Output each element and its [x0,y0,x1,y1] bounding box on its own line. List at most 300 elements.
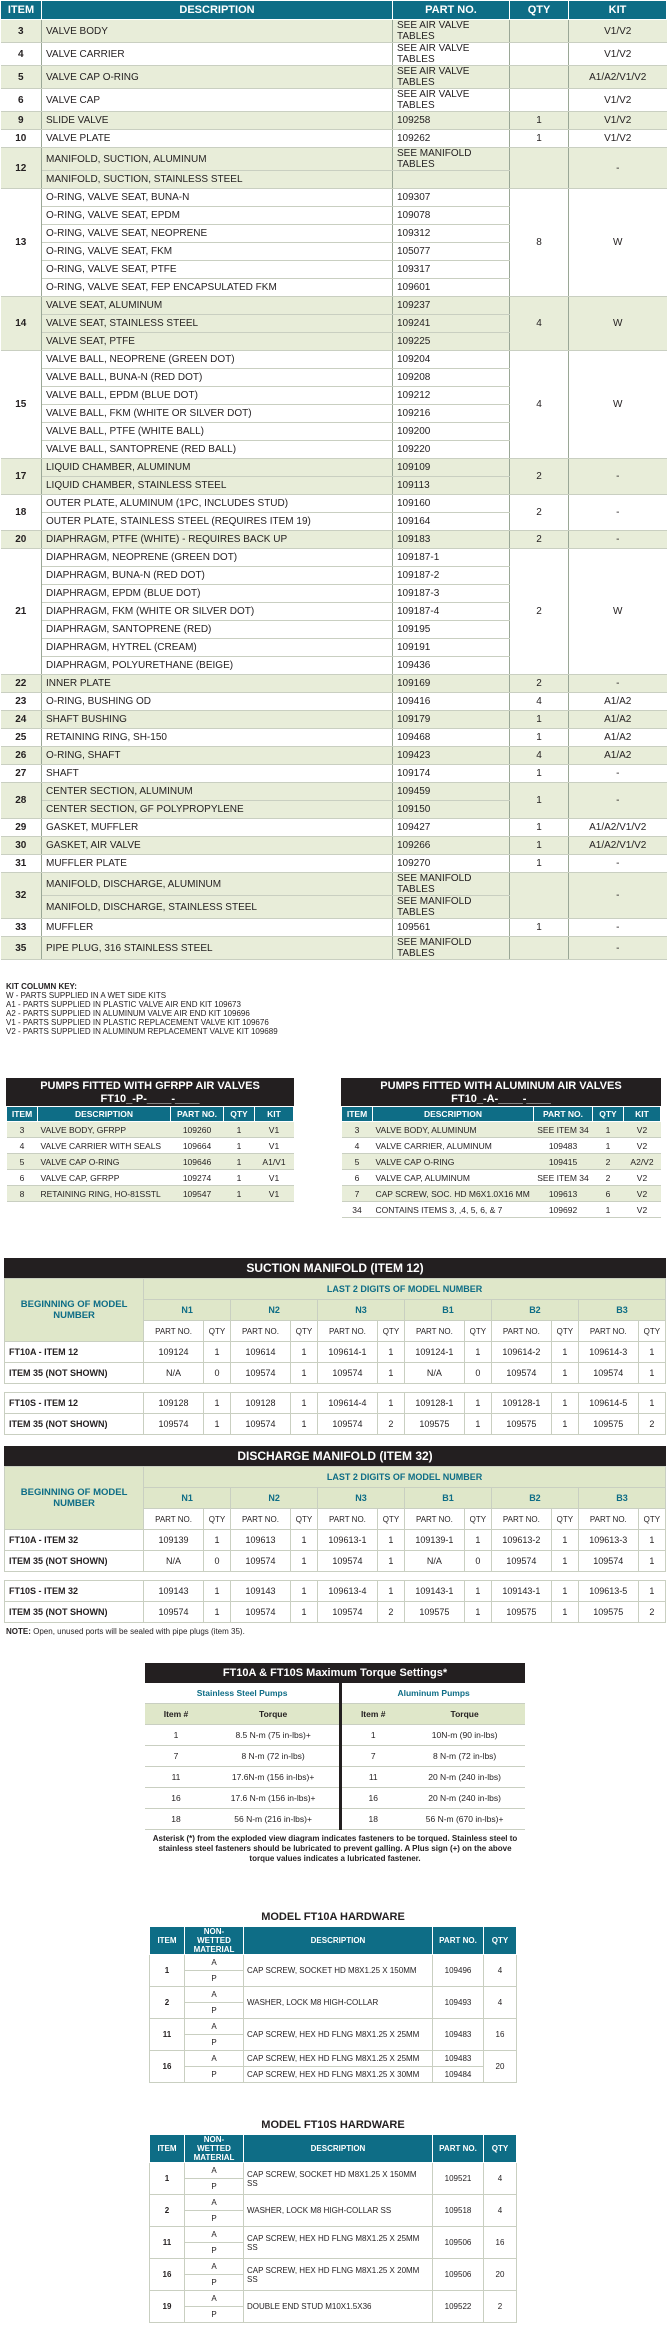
part-qty: 2 [510,549,569,675]
part-qty: 4 [510,747,569,765]
part-qty: 1 [377,1363,404,1384]
part-qty [510,43,569,66]
material-code: A [185,2259,244,2275]
part-number: SEE MANIFOLD TABLES [393,896,510,919]
item-number: 10 [1,130,42,148]
note-text: Open, unused ports will be sealed with pipe plugs (item 35). [33,1627,245,1636]
part-description: CAP SCREW, HEX HD FLNG M8X1.25 X 25MM [244,2019,433,2051]
kit-key-line: A1 - PARTS SUPPLIED IN PLASTIC VALVE AIR END KIT 109673 [6,1000,241,1009]
part-description: DIAPHRAGM, BUNA-N (RED DOT) [42,567,393,585]
part-kit: V1/V2 [569,112,667,130]
table-row [150,2291,517,2307]
part-qty: 2 [638,1414,665,1435]
part-qty: 1 [224,1186,255,1202]
part-qty: 1 [638,1342,665,1363]
part-qty: 2 [593,1170,624,1186]
aluminum-col-item: ITEM [342,1107,373,1122]
table-row [342,1154,661,1170]
table-row [5,1342,666,1363]
item-number: 20 [1,531,42,549]
gfrpp-valve-table-block [6,1078,294,1202]
model-code: B3 [578,1300,665,1321]
torque-table [145,1683,525,1830]
item-number: 6 [1,89,42,112]
material-code: A [185,2291,244,2307]
part-number: 109113 [393,477,510,495]
gfrpp-col-qty: QTY [224,1107,255,1122]
torque-item: 1 [341,1725,405,1746]
material-code: P [185,2035,244,2051]
part-number: 109195 [393,621,510,639]
part-kit: - [569,148,667,189]
torque-col-item: Item # [341,1704,405,1725]
part-qty: 1 [203,1342,230,1363]
sub-qty: QTY [203,1321,230,1342]
part-number: 109574 [231,1602,291,1623]
table-row [5,1363,666,1384]
part-qty [510,937,569,960]
part-number: 109521 [433,2163,484,2195]
spacer-cell [5,1384,666,1393]
part-number: 105077 [393,243,510,261]
part-number: 109204 [393,351,510,369]
part-qty: 2 [377,1414,404,1435]
item-number: 9 [1,112,42,130]
hw-col-material: NON-WETTED MATERIAL [185,2135,244,2163]
table-row [7,1154,294,1170]
part-description: VALVE CAP, GFRPP [38,1170,171,1186]
item-number: 6 [7,1170,38,1186]
part-description: OUTER PLATE, ALUMINUM (1PC, INCLUDES STUD) [42,495,393,513]
ft10s-hardware-block [149,2116,517,2323]
item-number: 3 [7,1122,38,1138]
part-description: DIAPHRAGM, PTFE (WHITE) - REQUIRES BACK UP [42,531,393,549]
item-number: 7 [342,1186,373,1202]
part-number: 109614-2 [491,1342,551,1363]
table-row [145,1809,525,1830]
part-description: MANIFOLD, DISCHARGE, ALUMINUM [42,873,393,896]
part-number: 109143 [144,1581,204,1602]
torque-value: 56 N-m (216 in-lbs)+ [207,1809,341,1830]
sub-part-no: PART NO. [231,1321,291,1342]
part-kit: A1/A2/V1/V2 [569,837,667,855]
part-number: 109574 [318,1363,378,1384]
part-number: SEE AIR VALVE TABLES [393,20,510,43]
table-row [1,351,667,369]
part-qty: 1 [464,1393,491,1414]
torque-value: 10N-m (90 in-lbs) [404,1725,525,1746]
part-description: WASHER, LOCK M8 HIGH-COLLAR SS [244,2195,433,2227]
row-label: ITEM 35 (NOT SHOWN) [5,1551,144,1572]
part-qty: 1 [551,1602,578,1623]
item-number: 24 [1,711,42,729]
aluminum-table [341,1106,661,1218]
kit-key-line: A2 - PARTS SUPPLIED IN ALUMINUM VALVE AIR END KIT 109696 [6,1009,250,1018]
part-number: 109613-1 [318,1530,378,1551]
item-number: 5 [1,66,42,89]
part-number: 109547 [171,1186,224,1202]
part-number: 109613-3 [578,1530,638,1551]
part-description: SHAFT BUSHING [42,711,393,729]
sub-part-no: PART NO. [578,1509,638,1530]
item-number: 11 [150,2227,185,2259]
part-qty: 1 [290,1414,317,1435]
part-number: 109613-2 [491,1530,551,1551]
torque-value: 17.6N-m (156 in-lbs)+ [207,1767,341,1788]
part-description: VALVE CAP O-RING [38,1154,171,1170]
part-number: 109484 [433,2067,484,2083]
sub-qty: QTY [638,1321,665,1342]
table-row [1,711,667,729]
part-kit: V1/V2 [569,89,667,112]
part-kit: W [569,189,667,297]
item-number: 12 [1,148,42,189]
table-row [1,43,667,66]
gfrpp-table [6,1106,294,1202]
part-number: 109078 [393,207,510,225]
part-description: O-RING, VALVE SEAT, EPDM [42,207,393,225]
model-code: B1 [405,1300,492,1321]
material-code: A [185,1955,244,1971]
item-number: 26 [1,747,42,765]
part-kit: - [569,855,667,873]
item-number: 22 [1,675,42,693]
part-kit: V2 [624,1122,661,1138]
torque-footnote: Asterisk (*) from the exploded view diagram indicates fasteners to be torqued. Stainless steel to stainless steel fasteners should be lubricated to prevent galling. A Plus sign (+) on the above torque values indicates a lubricated fastener. [152,1834,518,1863]
part-qty: 1 [551,1342,578,1363]
gfrpp-subtitle: FT10_-P-____-____ [100,1093,200,1105]
table-row [145,1746,525,1767]
part-qty: 1 [224,1170,255,1186]
sub-qty: QTY [290,1321,317,1342]
material-code: A [185,2163,244,2179]
torque-title: FT10A & FT10S Maximum Torque Settings* [145,1663,525,1683]
part-number: 109575 [578,1602,638,1623]
model-code: B1 [405,1488,492,1509]
torque-item: 18 [341,1809,405,1830]
part-number: SEE ITEM 34 [534,1122,593,1138]
part-qty: 1 [510,837,569,855]
part-description: LIQUID CHAMBER, STAINLESS STEEL [42,477,393,495]
part-kit: A1/A2 [569,711,667,729]
part-qty: 1 [638,1393,665,1414]
table-row [1,130,667,148]
part-number: 109200 [393,423,510,441]
sub-part-no: PART NO. [578,1321,638,1342]
part-qty [510,89,569,112]
model-code: N1 [144,1300,231,1321]
part-number: 109124 [144,1342,204,1363]
part-kit: V2 [624,1138,661,1154]
material-code: A [185,2051,244,2067]
kit-key-line: V1 - PARTS SUPPLIED IN PLASTIC REPLACEMENT VALVE KIT 109676 [6,1018,269,1027]
part-qty: 1 [638,1581,665,1602]
part-description: VALVE BALL, PTFE (WHITE BALL) [42,423,393,441]
table-row [1,148,667,171]
part-kit: A1/A2 [569,729,667,747]
part-qty: 1 [203,1530,230,1551]
part-kit: V1/V2 [569,130,667,148]
part-qty: 1 [510,130,569,148]
part-qty: 2 [593,1154,624,1170]
part-number: SEE AIR VALVE TABLES [393,43,510,66]
part-kit: W [569,351,667,459]
sub-qty: QTY [638,1509,665,1530]
part-number: 109128 [144,1393,204,1414]
part-kit: - [569,495,667,531]
item-number: 3 [342,1122,373,1138]
part-description: VALVE PLATE [42,130,393,148]
part-number: 109179 [393,711,510,729]
material-code: A [185,1987,244,2003]
table-row [342,1202,661,1218]
table-row [5,1414,666,1435]
part-number: 109187-4 [393,603,510,621]
item-number: 5 [342,1154,373,1170]
sub-part-no: PART NO. [231,1509,291,1530]
item-number: 28 [1,783,42,819]
part-qty: 1 [510,729,569,747]
table-row [5,1581,666,1602]
part-qty: 2 [510,495,569,531]
material-code: P [185,2275,244,2291]
suction-table [4,1278,666,1435]
item-number: 16 [150,2051,185,2083]
part-kit: - [569,873,667,919]
part-qty: 4 [484,2195,517,2227]
part-number: 109574 [318,1551,378,1572]
model-code: B2 [491,1300,578,1321]
part-qty: 1 [377,1342,404,1363]
part-number: 109614-1 [318,1342,378,1363]
part-number: 109574 [318,1602,378,1623]
part-number: 109260 [171,1122,224,1138]
part-number: 109237 [393,297,510,315]
part-number: 109468 [393,729,510,747]
part-description: VALVE BALL, BUNA-N (RED DOT) [42,369,393,387]
hw-col-material: NON-WETTED MATERIAL [185,1927,244,1955]
part-description: VALVE BALL, EPDM (BLUE DOT) [42,387,393,405]
table-row [342,1122,661,1138]
material-code: A [185,2227,244,2243]
part-number: 109459 [393,783,510,801]
part-description: O-RING, VALVE SEAT, FKM [42,243,393,261]
part-qty: 1 [638,1530,665,1551]
part-number: 109128-1 [491,1393,551,1414]
item-number: 33 [1,919,42,937]
spacer-row [5,1572,666,1581]
part-qty: 1 [593,1138,624,1154]
table-row [342,1138,661,1154]
part-number: 109187-1 [393,549,510,567]
suction-side-label: BEGINNING OF MODEL NUMBER [5,1279,144,1342]
torque-col-torque: Torque [404,1704,525,1725]
part-qty: 1 [510,855,569,873]
part-number: 109216 [393,405,510,423]
part-kit: V1 [255,1122,294,1138]
part-number: 109574 [318,1414,378,1435]
table-row [7,1122,294,1138]
part-kit: V1/V2 [569,20,667,43]
table-row [150,2227,517,2243]
suction-title: SUCTION MANIFOLD (ITEM 12) [4,1258,666,1278]
part-number: 109124-1 [405,1342,465,1363]
part-number: 109225 [393,333,510,351]
material-code: A [185,2195,244,2211]
col-item: ITEM [1,1,42,20]
sub-qty: QTY [203,1509,230,1530]
part-number: 109664 [171,1138,224,1154]
part-description: VALVE SEAT, PTFE [42,333,393,351]
part-number: 109692 [534,1202,593,1218]
discharge-side-label: BEGINNING OF MODEL NUMBER [5,1467,144,1530]
table-row [1,855,667,873]
part-number: SEE AIR VALVE TABLES [393,89,510,112]
part-description: O-RING, BUSHING OD [42,693,393,711]
discharge-table [4,1466,666,1623]
part-number: 109575 [405,1414,465,1435]
part-qty: 1 [551,1581,578,1602]
item-number: 4 [342,1138,373,1154]
part-qty: 8 [510,189,569,297]
item-number: 21 [1,549,42,675]
table-row [5,1530,666,1551]
item-number: 15 [1,351,42,459]
spacer-cell [5,1572,666,1581]
row-label: FT10S - ITEM 12 [5,1393,144,1414]
discharge-note [6,1627,666,1636]
model-code: N2 [231,1488,318,1509]
part-qty: 1 [290,1602,317,1623]
sub-part-no: PART NO. [491,1509,551,1530]
part-number: 109574 [144,1602,204,1623]
sub-qty: QTY [464,1321,491,1342]
part-number: 109561 [393,919,510,937]
table-row [145,1767,525,1788]
part-qty: 1 [464,1602,491,1623]
part-qty: 1 [510,112,569,130]
table-row [1,919,667,937]
aluminum-col-qty: QTY [593,1107,624,1122]
part-number: 109614-4 [318,1393,378,1414]
discharge-manifold-block [4,1446,666,1636]
torque-value: 20 N-m (240 in-lbs) [404,1788,525,1809]
part-number: 109212 [393,387,510,405]
part-qty: 1 [551,1414,578,1435]
hw-col-part-no: PART NO. [433,1927,484,1955]
col-kit: KIT [569,1,667,20]
item-number: 11 [150,2019,185,2051]
part-description: VALVE BODY [42,20,393,43]
torque-value: 8 N-m (72 in-lbs) [207,1746,341,1767]
table-row [1,693,667,711]
part-number: 109427 [393,819,510,837]
table-row [150,2259,517,2275]
sub-part-no: PART NO. [318,1509,378,1530]
model-code: N1 [144,1488,231,1509]
table-row [5,1393,666,1414]
part-number: 109522 [433,2291,484,2323]
table-row [342,1186,661,1202]
part-number: 109646 [171,1154,224,1170]
part-description: O-RING, VALVE SEAT, FEP ENCAPSULATED FKM [42,279,393,297]
part-kit: V2 [624,1202,661,1218]
item-number: 23 [1,693,42,711]
part-number: 109574 [231,1363,291,1384]
part-qty: 1 [510,919,569,937]
part-qty: 1 [551,1551,578,1572]
torque-col-item: Item # [145,1704,207,1725]
part-number [393,171,510,189]
discharge-title: DISCHARGE MANIFOLD (ITEM 32) [4,1446,666,1466]
parts-table [0,0,667,960]
table-row [1,495,667,513]
part-description: DIAPHRAGM, HYTREL (CREAM) [42,639,393,657]
model-code: B2 [491,1488,578,1509]
item-number: 27 [1,765,42,783]
part-qty: 1 [203,1414,230,1435]
torque-col-torque: Torque [207,1704,341,1725]
part-number: 109128 [231,1393,291,1414]
item-number: 29 [1,819,42,837]
part-description: MANIFOLD, SUCTION, STAINLESS STEEL [42,171,393,189]
part-number: 109613-4 [318,1581,378,1602]
part-number: 109518 [433,2195,484,2227]
torque-value: 8 N-m (72 in-lbs) [404,1746,525,1767]
torque-right-head: Aluminum Pumps [341,1683,525,1704]
hw-col-qty: QTY [484,1927,517,1955]
part-qty: 20 [484,2051,517,2083]
part-description: RETAINING RING, SH-150 [42,729,393,747]
part-description: SLIDE VALVE [42,112,393,130]
hw-col-description: DESCRIPTION [244,2135,433,2163]
part-qty: 1 [377,1551,404,1572]
part-kit: - [569,937,667,960]
part-description: CAP SCREW, HEX HD FLNG M8X1.25 X 30MM [244,2067,433,2083]
part-description: CAP SCREW, HEX HD FLNG M8X1.25 X 20MM SS [244,2259,433,2291]
part-kit: W [569,549,667,675]
part-number: 109614 [231,1342,291,1363]
table-row [1,729,667,747]
ft10a-hardware-title: MODEL FT10A HARDWARE [261,1911,405,1923]
part-description: VALVE BODY, GFRPP [38,1122,171,1138]
part-number: SEE AIR VALVE TABLES [393,66,510,89]
item-number: 32 [1,873,42,919]
part-number: 109575 [491,1414,551,1435]
part-description: INNER PLATE [42,675,393,693]
torque-item: 11 [341,1767,405,1788]
part-number: 109574 [491,1551,551,1572]
part-description: O-RING, VALVE SEAT, PTFE [42,261,393,279]
part-number: SEE MANIFOLD TABLES [393,148,510,171]
part-description: VALVE BALL, NEOPRENE (GREEN DOT) [42,351,393,369]
part-qty: 20 [484,2259,517,2291]
table-row [5,1602,666,1623]
spacer-row [5,1384,666,1393]
sub-part-no: PART NO. [318,1321,378,1342]
row-label: FT10S - ITEM 32 [5,1581,144,1602]
part-description: MUFFLER PLATE [42,855,393,873]
part-description: VALVE CAP O-RING [42,66,393,89]
part-number: N/A [144,1551,204,1572]
table-row [150,2163,517,2179]
part-qty: 1 [593,1122,624,1138]
part-number: 109601 [393,279,510,297]
part-description: CENTER SECTION, ALUMINUM [42,783,393,801]
aluminum-col-kit: KIT [624,1107,661,1122]
material-code: P [185,2003,244,2019]
part-number: 109169 [393,675,510,693]
